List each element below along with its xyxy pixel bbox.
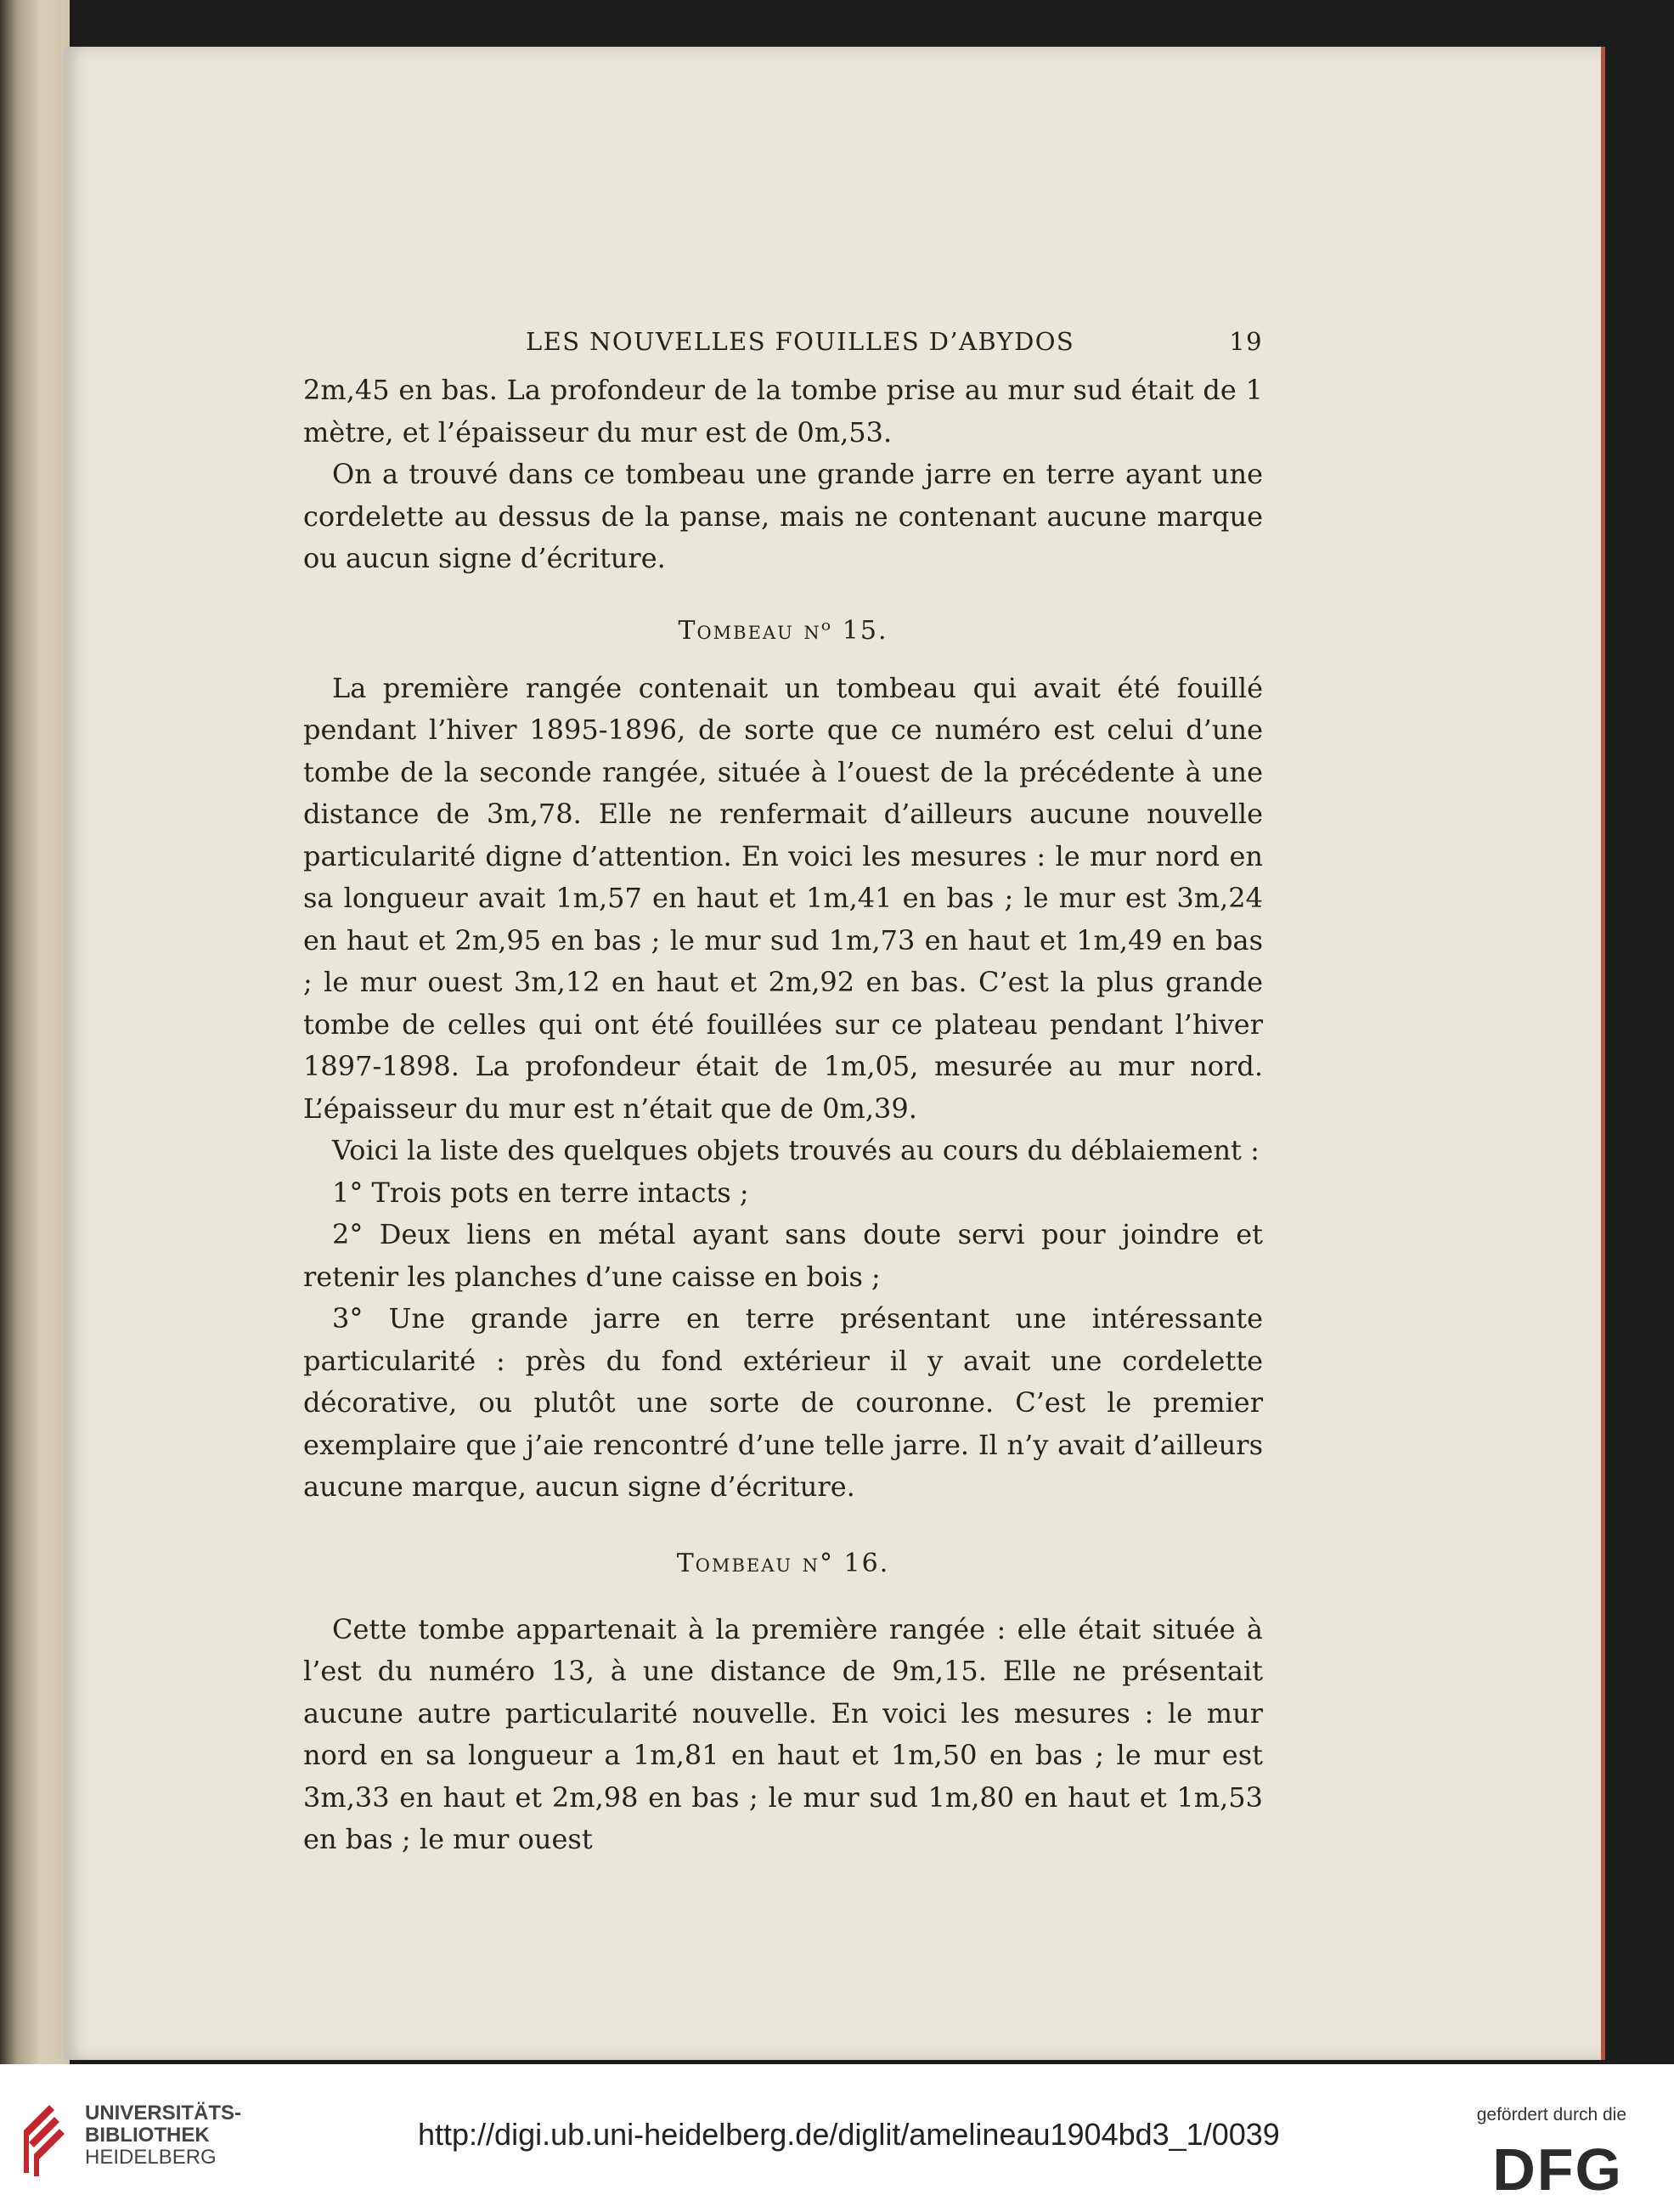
funding-label: gefördert durch die	[1476, 2105, 1626, 2125]
library-logo-icon[interactable]	[19, 2096, 75, 2181]
library-name-line1: UNIVERSITÄTS-	[85, 2102, 242, 2125]
paragraph-objects-intro: Voici la liste des quelques objets trouvés au cours du déblaiement :	[332, 1134, 1260, 1166]
permalink-url[interactable]: http://digi.ub.uni-heidelberg.de/diglit/amelineau1904bd3_1/0039	[418, 2117, 1280, 2152]
book-page	[64, 47, 1605, 2060]
list-item-3: 3° Une grande jarre en terre présentant une intéressante particularité : près du fond extérieur il y avait une cordelette décorative, ou plutôt une sorte de couronne. C’est le premier exemplaire que j’aie rencontré d’une telle jarre. Il n’y avait d’ailleurs aucune marque, aucun signe d’écriture.	[303, 1302, 1263, 1503]
dfg-logo[interactable]: DFG	[1492, 2136, 1623, 2203]
list-item-1: 1° Trois pots en terre intacts ;	[332, 1176, 749, 1209]
paragraph-jarre: On a trouvé dans ce tombeau une grande jarre en terre ayant une cordelette au dessus de la panse, mais ne contenant aucune marque ou aucun signe d’écriture.	[303, 458, 1263, 574]
running-head	[303, 327, 1263, 370]
list-item-2: 2° Deux liens en métal ayant sans doute servi pour joindre et retenir les planches d’une caisse en bois ;	[303, 1218, 1263, 1293]
page-number: 19	[1229, 327, 1263, 356]
heading-tombeau-15: Tombeau nᵒ 15.	[678, 615, 888, 646]
footer-bar	[0, 2064, 1674, 2212]
library-name	[85, 2102, 241, 2169]
paragraph-continuation: 2m,45 en bas. La profondeur de la tombe prise au mur sud était de 1 mètre, et l’épaisseur du mur est de 0m,53.	[303, 374, 1263, 449]
paragraph-tombeau-15: La première rangée contenait un tombeau qui avait été fouillé pendant l’hiver 1895-1896, de sorte que ce numéro est celui d’une tombe de la seconde rangée, située à l’ouest de la précédente à une distance de 3m,78. Elle ne renfermait d’ailleurs aucune nouvelle particularité digne d’attention. En voici les mesures : le mur nord en sa longueur avait 1m,57 en haut et 1m,41 en bas ; le mur est 3m,24 en haut et 2m,95 en bas ; le mur sud 1m,73 en haut et 1m,49 en bas ; le mur ouest 3m,12 en haut et 2m,92 en bas. C’est la plus grande tombe de celles qui ont été fouillées sur ce plateau pendant l’hiver 1897-1898. La profondeur était de 1m,05, mesurée au mur nord. L’épaisseur du mur est n’était que de 0m,39.	[303, 671, 1263, 1125]
running-title: LES NOUVELLES FOUILLES D’ABYDOS	[526, 327, 1075, 356]
library-name-line2: BIBLIOTHEK	[85, 2124, 210, 2147]
paragraph-tombeau-16: Cette tombe appartenait à la première rangée : elle était située à l’est du numéro 13, à une distance de 9m,15. Elle ne présentait aucune autre particularité nouvelle. En voici les mesures : le mur nord en sa longueur a 1m,81 en haut et 1m,50 en bas ; le mur est 3m,33 en haut et 2m,98 en bas ; le mur sud 1m,80 en haut et 1m,53 en bas ; le mur ouest	[303, 1612, 1263, 1855]
heading-tombeau-16: Tombeau n° 16.	[676, 1548, 890, 1578]
text-block	[303, 327, 1263, 1861]
library-name-line3: HEIDELBERG	[85, 2146, 217, 2169]
page-edge	[1601, 47, 1605, 2060]
book-spine	[0, 0, 70, 2064]
